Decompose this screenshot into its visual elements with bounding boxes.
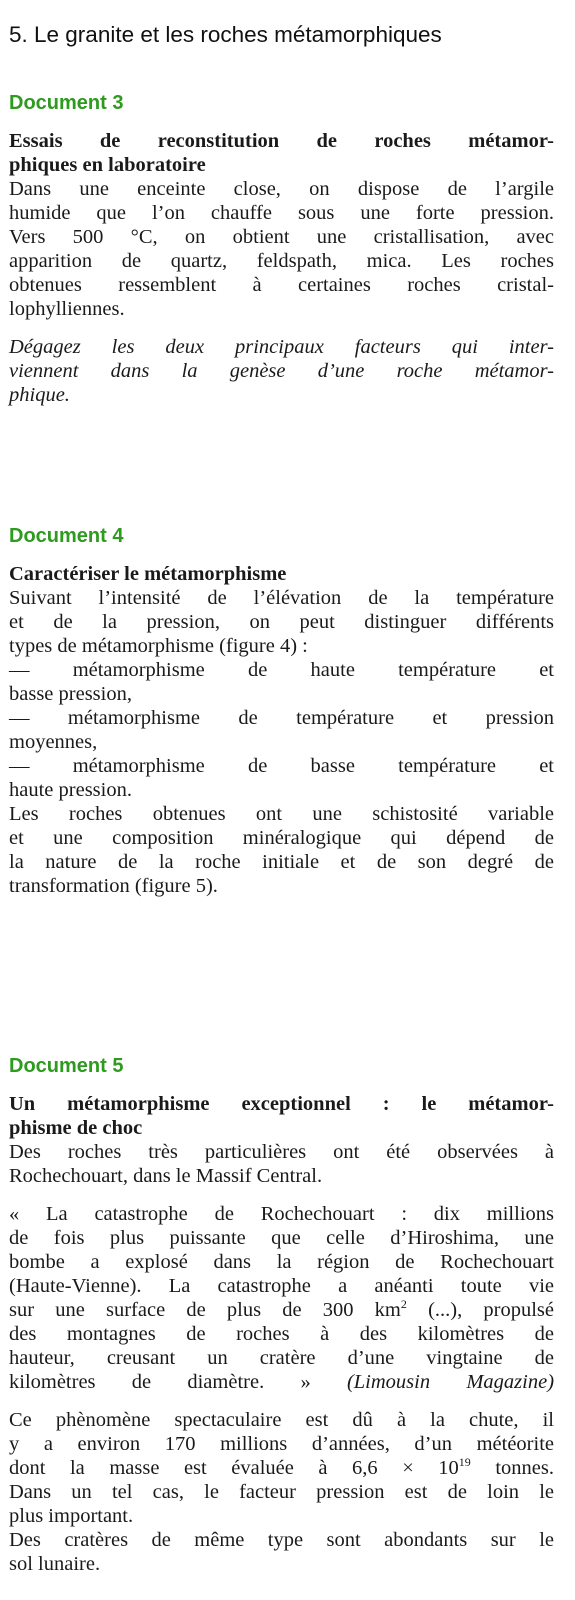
text-line: Rochechouart, dans le Massif Central. xyxy=(9,1165,323,1187)
text-line: — métamorphisme de température et pression xyxy=(9,707,554,729)
text-span: tonnes. xyxy=(470,1457,554,1479)
text-line: haute pression. xyxy=(9,779,132,801)
text-line: Vers 500 °C, on obtient une cristallisation, avec xyxy=(9,226,554,248)
quote-line xyxy=(9,1298,554,1322)
document-3-title-line: phiques en laboratoire xyxy=(9,154,206,176)
quote-text: (...), propulsé xyxy=(406,1299,554,1321)
quote-line: « La catastrophe de Rochechouart : dix millions xyxy=(9,1203,554,1225)
text-line: Des roches très particulières ont été observées à xyxy=(9,1141,554,1163)
document-3-body xyxy=(9,177,554,321)
document-5-title-line: phisme de choc xyxy=(9,1117,143,1139)
text-line: y a environ 170 millions d’années, d’un météorite xyxy=(9,1433,554,1455)
text-line xyxy=(9,1456,554,1480)
text-line: la nature de la roche initiale et de son degré de xyxy=(9,851,554,873)
text-line: apparition de quartz, feldspath, mica. Les roches xyxy=(9,250,554,272)
document-5-quote xyxy=(9,1202,554,1394)
text-line: — métamorphisme de basse température et xyxy=(9,755,554,777)
running-head: 5. Le granite et les roches métamorphiques xyxy=(9,22,442,47)
document-3 xyxy=(9,92,554,407)
document-4-label: Document 4 xyxy=(9,525,124,547)
text-line: Suivant l’intensité de l’élévation de la température xyxy=(9,587,554,609)
quote-line: des montagnes de roches à des kilomètres de xyxy=(9,1323,554,1345)
text-line: sol lunaire. xyxy=(9,1553,101,1575)
text-span: dont la masse est évaluée à 6,6 × 10 xyxy=(9,1457,459,1479)
text-line: lophylliennes. xyxy=(9,298,125,320)
quote-text: kilomètres de diamètre. » xyxy=(9,1371,311,1393)
document-5-intro xyxy=(9,1140,554,1188)
text-line: moyennes, xyxy=(9,731,98,753)
text-line: — métamorphisme de haute température et xyxy=(9,659,554,681)
text-line: et une composition minéralogique qui dépend de xyxy=(9,827,554,849)
quote-line: de fois plus puissante que celle d’Hiroshima, une xyxy=(9,1227,554,1249)
document-4-title: Caractériser le métamorphisme xyxy=(9,563,287,585)
question-line: viennent dans la genèse d’une roche métamor- xyxy=(9,360,554,382)
quote-source: (Limousin Magazine) xyxy=(346,1371,555,1393)
quote-line: hauteur, creusant un cratère d’une vingtaine de xyxy=(9,1347,554,1369)
document-5-label: Document 5 xyxy=(9,1055,124,1077)
text-line: Dans une enceinte close, on dispose de l’argile xyxy=(9,178,554,200)
quote-text: sur une surface de plus de 300 km xyxy=(9,1299,401,1321)
text-line: obtenues ressemblent à certaines roches cristal- xyxy=(9,274,554,296)
text-line: types de métamorphisme (figure 4) : xyxy=(9,635,308,657)
quote-line: bombe a explosé dans la région de Rochechouart xyxy=(9,1251,554,1273)
text-line: humide que l’on chauffe sous une forte pression. xyxy=(9,202,554,224)
document-3-question xyxy=(9,335,554,407)
quote-line xyxy=(9,1370,554,1394)
text-line: Ce phènomène spectaculaire est dû à la chute, il xyxy=(9,1409,554,1431)
text-line: basse pression, xyxy=(9,683,132,705)
text-line: Dans un tel cas, le facteur pression est de loin le xyxy=(9,1481,554,1503)
superscript: 19 xyxy=(458,1455,471,1470)
document-5 xyxy=(9,1055,554,1576)
document-5-title-line: Un métamorphisme exceptionnel : le métamor- xyxy=(9,1093,554,1115)
question-line: phique. xyxy=(9,384,70,406)
document-3-title xyxy=(9,129,554,177)
text-line: transformation (figure 5). xyxy=(9,875,218,897)
text-line: et de la pression, on peut distinguer différents xyxy=(9,611,554,633)
text-line: Des cratères de même type sont abondants sur le xyxy=(9,1529,554,1551)
document-3-label: Document 3 xyxy=(9,92,124,114)
text-line: plus important. xyxy=(9,1505,134,1527)
question-line: Dégagez les deux principaux facteurs qui inter- xyxy=(9,336,554,358)
document-5-title xyxy=(9,1092,554,1140)
document-3-title-line: Essais de reconstitution de roches métamor- xyxy=(9,130,554,152)
text-line: Les roches obtenues ont une schistosité variable xyxy=(9,803,554,825)
document-4-body xyxy=(9,586,554,898)
quote-line: (Haute-Vienne). La catastrophe a anéanti toute vie xyxy=(9,1275,554,1297)
superscript: 2 xyxy=(400,1297,407,1312)
document-4 xyxy=(9,525,554,898)
document-5-paragraph xyxy=(9,1408,554,1576)
